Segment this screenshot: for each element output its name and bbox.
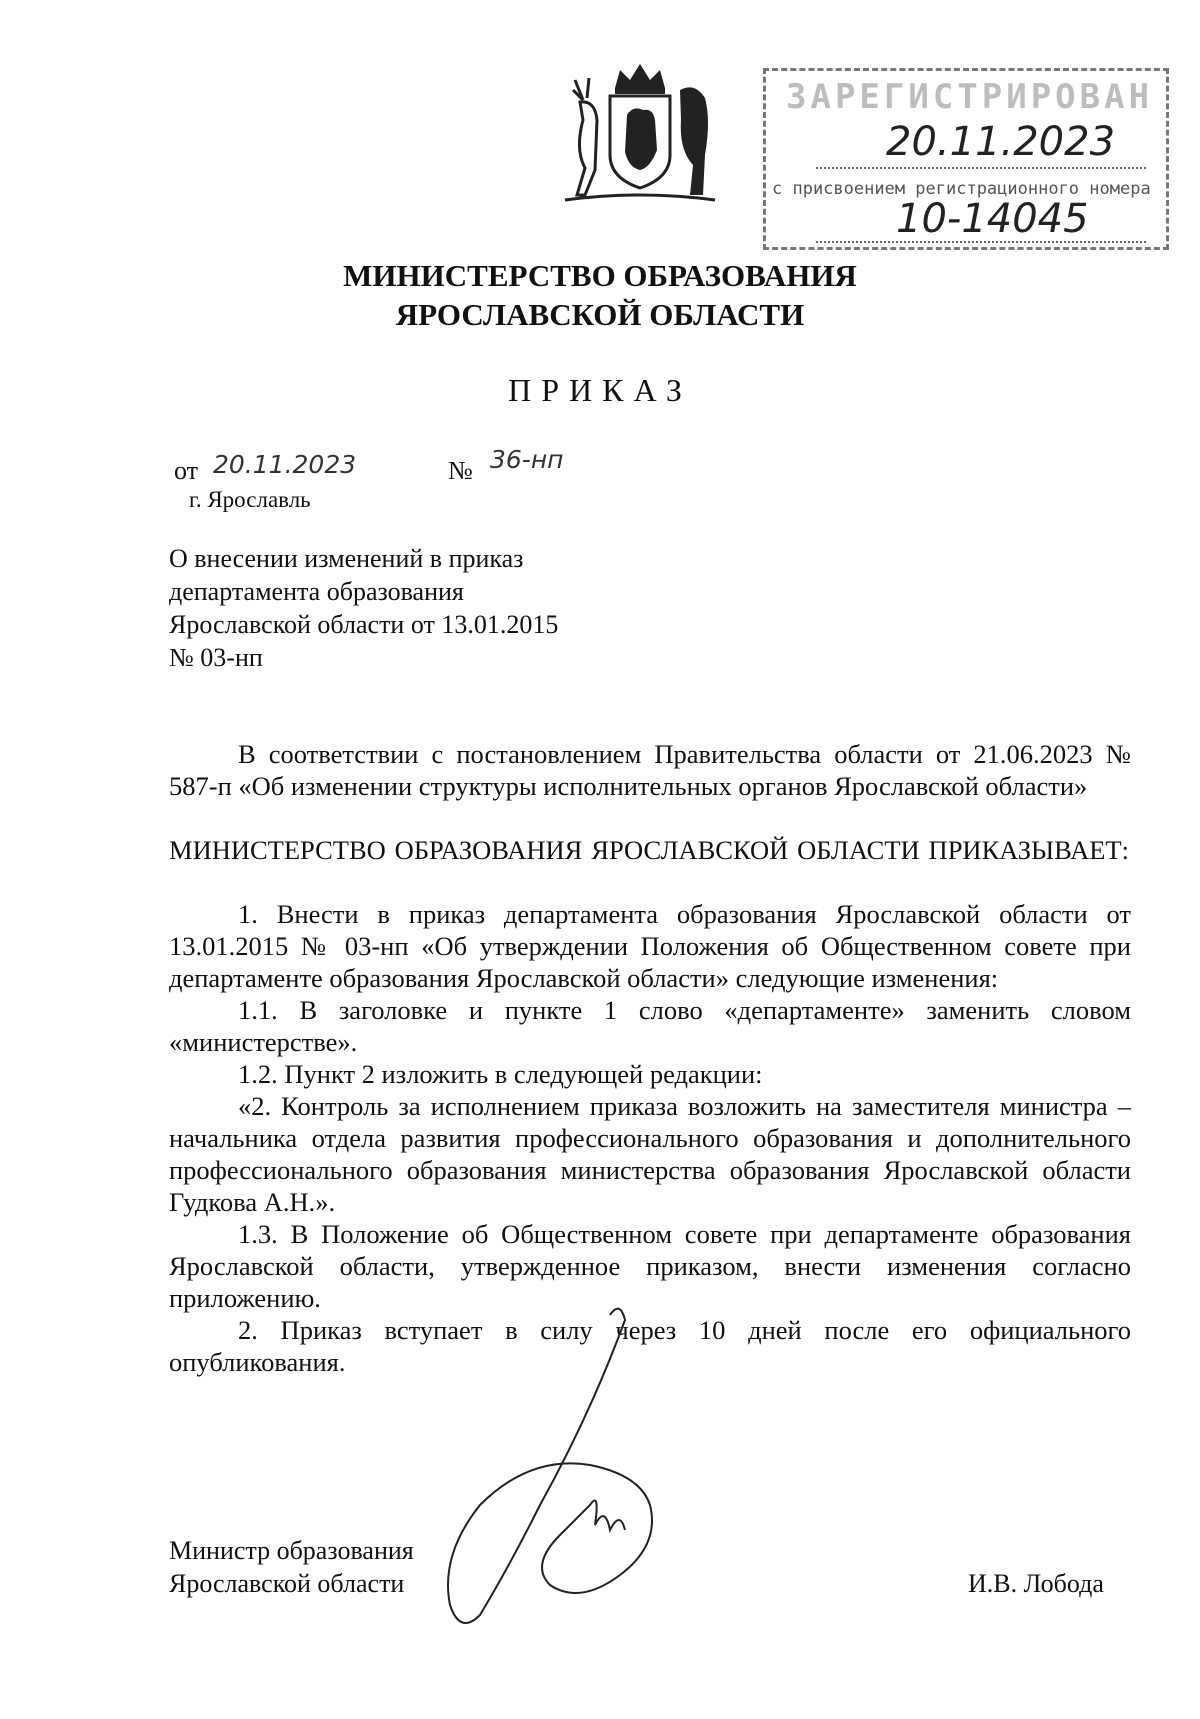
subject-line: Ярославской области от 13.01.2015 [169, 610, 559, 639]
item-1: 1. Внести в приказ департамента образования Ярославской области от 13.01.2015 № 03-нп «Об утверждении Положения об Общественном совете при департаменте образования Ярославской области» следующие изменения: [169, 899, 1131, 993]
date-label: от [174, 456, 199, 485]
signatory-position-line1: Министр образования [169, 1536, 414, 1565]
signatory-position-line2: Ярославской области [169, 1569, 405, 1598]
directive: МИНИСТЕРСТВО ОБРАЗОВАНИЯ ЯРОСЛАВСКОЙ ОБЛАСТИ ПРИКАЗЫВАЕТ: [169, 835, 1129, 865]
item-1-3: 1.3. В Положение об Общественном совете при департаменте образования Ярославской области, утвержденное приказом, внести изменения согласно приложению. [169, 1219, 1131, 1313]
handwritten-signature [420, 1305, 770, 1635]
date-value: 20.11.2023 [213, 450, 357, 479]
item-1-2-quote: «2. Контроль за исполнением приказа возложить на заместителя министра – начальника отдела развития профессионального образования и дополнительного профессионального образования министерства образования Ярославской области Гудкова А.Н.». [169, 1091, 1131, 1217]
number-value: 36-нп [490, 445, 564, 474]
stamp-number-underline [816, 241, 1146, 243]
coat-of-arms-emblem [555, 60, 725, 210]
ministry-title-line2: ЯРОСЛАВСКОЙ ОБЛАСТИ [395, 297, 805, 332]
item-2: 2. Приказ вступает в силу через 10 дней после его официального опубликования. [169, 1315, 1131, 1377]
subject-line: департамента образования [169, 577, 464, 606]
item-1-2: 1.2. Пункт 2 изложить в следующей редакции: [238, 1059, 763, 1089]
stamp-number: 10-14045 [896, 196, 1089, 242]
preamble: В соответствии с постановлением Правительства области от 21.06.2023 № 587-п «Об изменении структуры исполнительных органов Ярославской области» [169, 739, 1131, 801]
stamp-caption: с присвоением регистрационного номера [772, 179, 1151, 199]
item-1-1: 1.1. В заголовке и пункте 1 слово «департаменте» заменить словом «министерстве». [169, 995, 1131, 1057]
ministry-title-line1: МИНИСТЕРСТВО ОБРАЗОВАНИЯ [343, 258, 857, 293]
subject-line: О внесении изменений в приказ [169, 544, 524, 573]
stamp-header: ЗАРЕГИСТРИРОВАН [786, 77, 1154, 117]
number-label: № [448, 456, 473, 485]
stamp-date: 20.11.2023 [886, 119, 1116, 165]
registration-stamp [763, 68, 1169, 250]
stamp-date-underline [816, 167, 1146, 169]
subject-line: № 03-нп [169, 643, 263, 672]
city: г. Ярославль [189, 487, 311, 512]
document-type: ПРИКАЗ [508, 372, 692, 408]
signatory-name: И.В. Лобода [968, 1569, 1104, 1598]
